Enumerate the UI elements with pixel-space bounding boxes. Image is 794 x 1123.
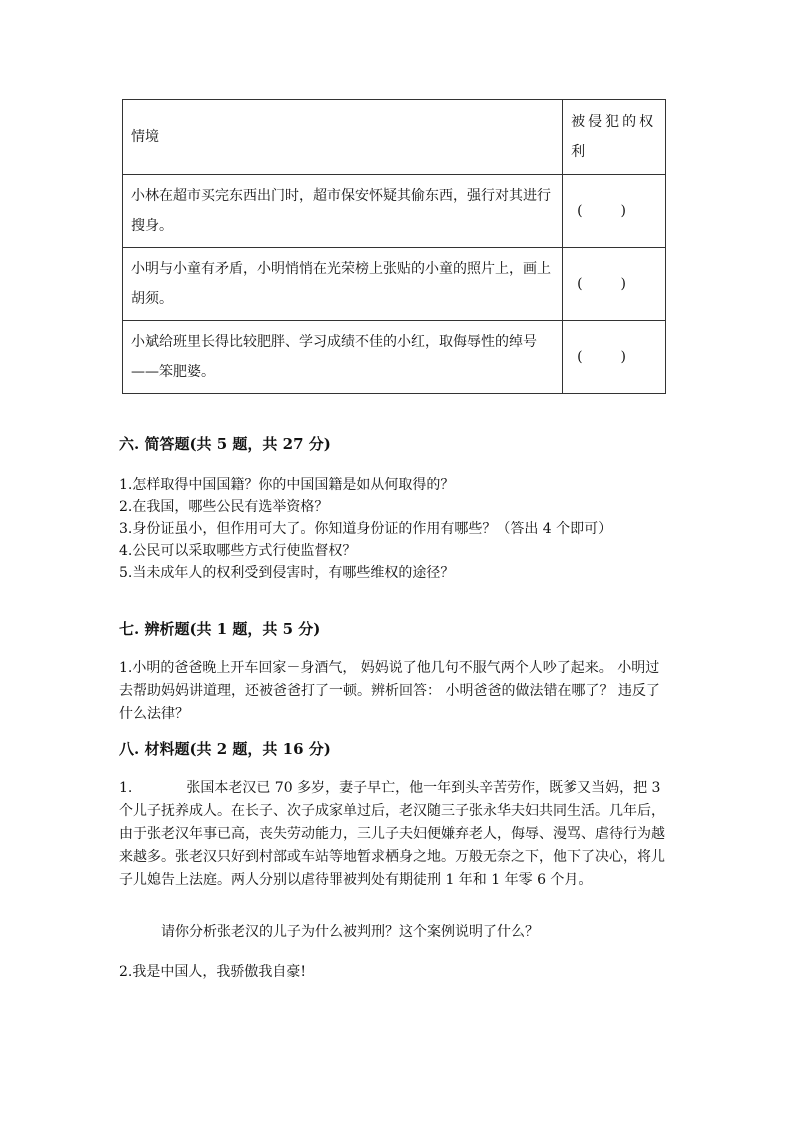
rights-table: [122, 99, 666, 394]
paren-open: (: [577, 276, 583, 292]
scenario-cell: 小斌给班里长得比较肥胖、学习成绩不佳的小红，取侮辱性的绰号——笨肥婆。: [123, 321, 563, 394]
question-item: 5.当未成年人的权利受到侵害时，有哪些维权的途径？: [119, 565, 455, 581]
section8-q1: [119, 777, 667, 892]
scenario-cell: 小明与小童有矛盾，小明悄悄在光荣榜上张贴的小童的照片上，画上胡须。: [123, 248, 563, 321]
question-item: 3.身份证虽小，但作用可大了。你知道身份证的作用有哪些？（答出 4 个即可）: [119, 521, 613, 537]
section7-title: 七. 辨析题(共 1 题，共 5 分): [119, 620, 321, 638]
q1-text: 张国本老汉已 70 多岁，妻子早亡，他一年到头辛苦劳作，既爹又当妈，把 3 个儿子抚养成人。在长子、次子成家单过后，老汉随三子张永华夫妇共同生活。几年后，由于张老汉年事已高，丧失劳动能力，三儿子夫妇便嫌弃老人，侮辱、漫骂、虐待行为越来越多。张老汉只好到村部或车站等地暂求栖身之地。万般无奈之下，他下了决心，将儿子儿媳告上法庭。两人分别以虐待罪被判处有期徒刑 1 年和 1 年零 6 个月。: [119, 780, 665, 888]
paren-open: (: [577, 349, 583, 365]
section8-q1-question: 请你分析张老汉的儿子为什么被判刑？这个案例说明了什么？: [161, 924, 539, 940]
section6-questions: [119, 474, 667, 584]
question-item: 4.公民可以采取哪些方式行使监督权？: [119, 543, 357, 559]
paren-close: ): [620, 203, 627, 219]
section8-q2: 2.我是中国人，我骄傲我自豪!: [119, 964, 306, 980]
answer-cell[interactable]: [563, 321, 666, 394]
paren-close: ): [620, 349, 627, 365]
q1-number: 1.: [119, 780, 133, 796]
table-row: [123, 248, 666, 321]
scenario-cell: 小林在超市买完东西出门时，超市保安怀疑其偷东西，强行对其进行搜身。: [123, 175, 563, 248]
answer-cell[interactable]: [563, 248, 666, 321]
answer-cell[interactable]: [563, 175, 666, 248]
table-row: [123, 321, 666, 394]
paren-close: ): [620, 276, 627, 292]
question-item: 2.在我国，哪些公民有选举资格？: [119, 499, 329, 515]
header-right: 被侵犯的权利: [563, 100, 666, 175]
section6-title: 六. 简答题(共 5 题，共 27 分): [119, 435, 331, 453]
paren-open: (: [577, 203, 583, 219]
section7-text: 1.小明的爸爸晚上开车回家－身酒气， 妈妈说了他几句不服气两个人吵了起来。 小明过去帮助妈妈讲道理，还被爸爸打了一顿。辨析回答： 小明爸爸的做法错在哪了？ 违反了什么法律？: [119, 660, 660, 722]
question-item: 1.怎样取得中国国籍？你的中国国籍是如从何取得的？: [119, 477, 455, 493]
table-row: [123, 175, 666, 248]
header-scenario: 情境: [123, 100, 563, 175]
section8-title: 八. 材料题(共 2 题，共 16 分): [119, 740, 331, 758]
table-header-row: [123, 100, 666, 175]
